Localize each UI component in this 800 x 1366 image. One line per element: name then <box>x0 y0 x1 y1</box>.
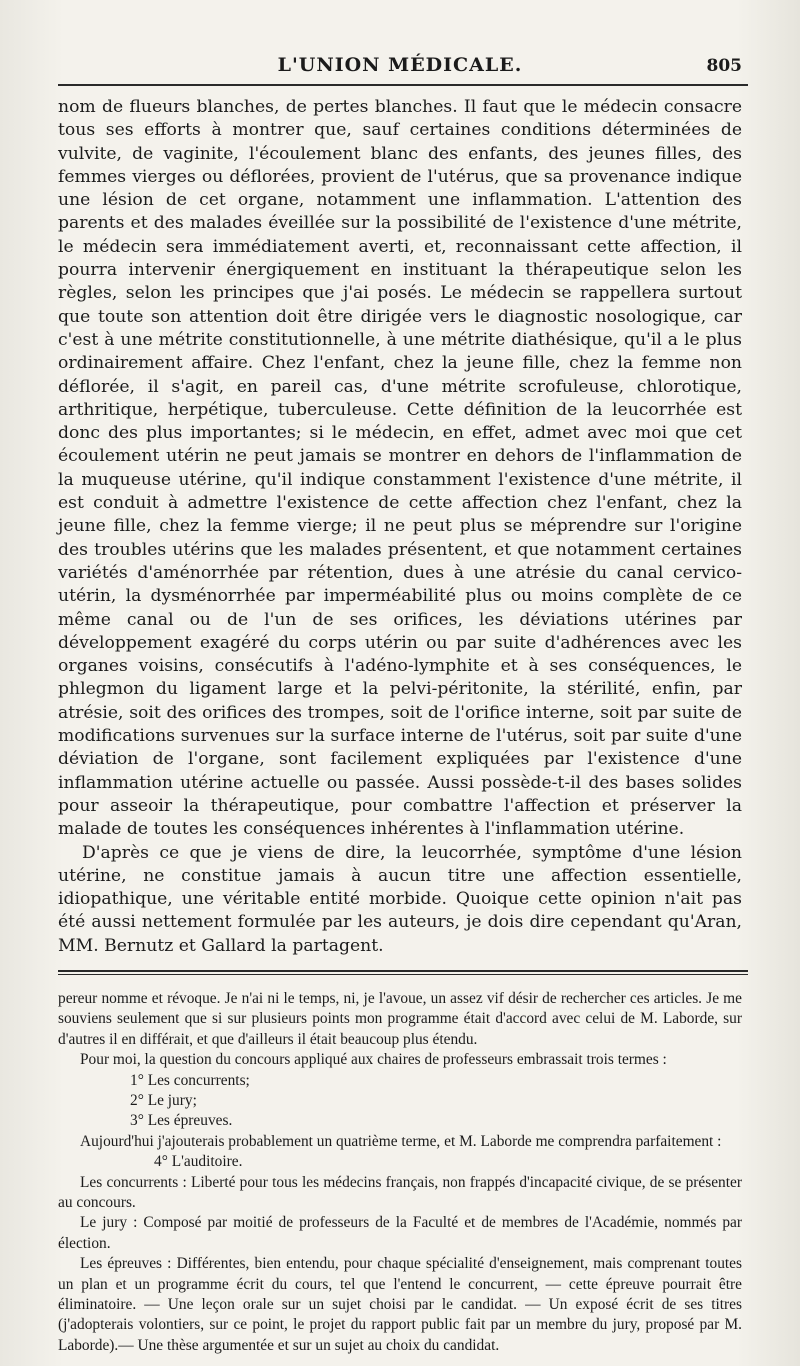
page-header <box>58 44 742 84</box>
header-rule <box>58 84 748 86</box>
footnote-paragraph: Aujourd'hui j'ajouterais probablement un quatrième terme, et M. Laborde me comprendra parfaitement : <box>80 1132 722 1150</box>
footnote-paragraph: Pour moi, la question du concours appliqué aux chaires de professeurs embrassait trois termes : <box>80 1051 667 1069</box>
running-title: L'UNION MÉDICALE. <box>277 54 523 76</box>
main-body <box>58 96 742 958</box>
footnote-paragraph: pereur nomme et révoque. Je n'ai ni le temps, ni, je l'avoue, un assez vif désir de rechercher ces articles. Je me souviens seulement que si sur plusieurs points mon programme était d'accord avec celui de M. Laborde, sur d'autres il en différait, et que d'ailleurs il était beaucoup plus étendu. <box>58 989 742 1048</box>
body-paragraph: nom de flueurs blanches, de pertes blanches. Il faut que le médecin consacre tous ses efforts à montrer que, sauf certaines conditions déterminées de vulvite, de vaginite, l'écoulement blanc des enfants, des jeunes filles, des femmes vierges ou déflorées, provient de l'utérus, que sa provenance indique une lésion de cet organe, notamment une inflammation. L'attention des parents et des malades éveillée sur la possibilité de l'existence d'une métrite, le médecin sera immédiatement averti, et, reconnaissant cette affection, il pourra intervenir énergiquement en instituant la thérapeutique selon les règles, selon les principes que j'ai posés. Le médecin se rappellera surtout que toute son attention doit être dirigée vers le diagnostic nosologique, car c'est à une métrite constitutionnelle, à une métrite diathésique, qu'il a le plus ordinairement affaire. Chez l'enfant, chez la jeune fille, chez la femme non déflorée, il s'agit, en pareil cas, d'une métrite scrofuleuse, chlorotique, arthritique, herpétique, tuberculeuse. Cette définition de la leucorrhée est donc des plus importantes; si le médecin, en effet, admet avec moi que cet écoulement utérin ne peut jamais se montrer en dehors de l'inflammation de la muqueuse utérine, qu'il indique constamment l'existence d'une métrite, il est conduit à admettre l'existence de cette affection chez l'enfant, chez la jeune fille, chez la femme vierge; il ne peut plus se méprendre sur l'origine des troubles utérins que les malades présentent, et que notamment certaines variétés d'aménorrhée par rétention, dues à une atrésie du canal cervico-utérin, la dysménorrhée par imperméabilité plus ou moins complète de ce même canal ou de l'un de ses orifices, les déviations utérines par développement exagéré du corps utérin ou par suite d'adhérences avec les organes voisins, consécutifs à l'adéno-lymphite et à ses conséquences, le phlegmon du ligament large et la pelvi-péritonite, la stérilité, enfin, par atrésie, soit des orifices des trompes, soit de l'orifice interne, soit par suite de modifications survenues sur la surface interne de l'utérus, soit par suite d'une déviation de l'organe, sont facilement expliquées par l'existence d'une inflammation utérine actuelle ou passée. Aussi possède-t-il des bases solides pour asseoir la thérapeutique, pour combattre l'affection et préserver la malade de toutes les conséquences inhérentes à l'inflammation utérine. <box>58 97 742 840</box>
list-item: 1° Les concurrents; <box>130 1071 250 1089</box>
footnote-separator <box>58 970 748 975</box>
page-number: 805 <box>706 56 742 76</box>
footnote <box>58 989 742 1356</box>
body-paragraph: D'après ce que je viens de dire, la leucorrhée, symptôme d'une lésion utérine, ne constitue jamais à aucun titre une affection essentielle, idiopathique, une véritable entité morbide. Quoique cette opinion n'ait pas été aussi nettement formulée par les auteurs, je dois dire cependant qu'Aran, MM. Bernutz et Gallard la partagent. <box>58 842 742 956</box>
footnote-paragraph: Le jury : Composé par moitié de professeurs de la Faculté et de membres de l'Académie, nommés par élection. <box>58 1214 742 1252</box>
footnote-paragraph: Les concurrents : Liberté pour tous les médecins français, non frappés d'incapacité civique, de se présenter au concours. <box>58 1173 742 1212</box>
footnote-paragraph: Les épreuves : Différentes, bien entendu, pour chaque spécialité d'enseignement, mais comprenant toutes un plan et un programme écrit du cours, tel que l'entend le concurrent, — cette épreuve pourrait être éliminatoire. — Une leçon orale sur un sujet choisi par le candidat. — Un exposé écrit de ses titres (j'adopterais volontiers, sur ce point, le projet du rapport public fait par un membre du jury, proposé par M. Laborde).— Une thèse argumentée et sur un sujet au choix du candidat. <box>58 1255 742 1354</box>
list-item: 4° L'auditoire. <box>154 1153 243 1171</box>
list-item: 3° Les épreuves. <box>130 1112 233 1130</box>
list-item: 2° Le jury; <box>130 1092 197 1110</box>
